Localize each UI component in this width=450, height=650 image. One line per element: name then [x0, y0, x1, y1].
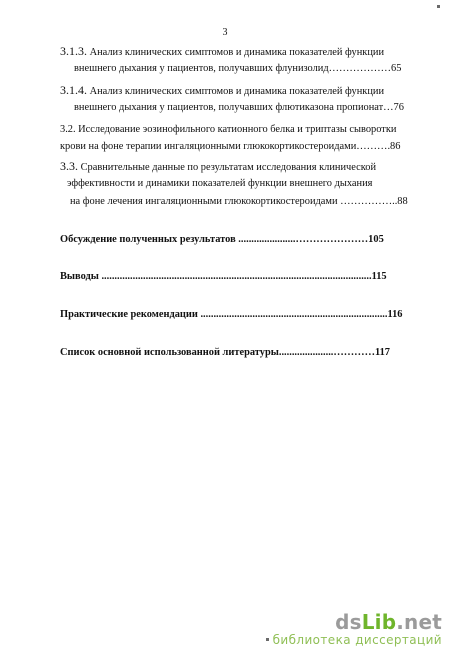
section-number: 3.1.3.	[60, 44, 87, 58]
watermark-subtitle: библиотека диссертаций	[272, 633, 442, 647]
toc-line: Список основной использованной литературы.....................…………117	[60, 347, 390, 358]
scan-mark	[266, 638, 269, 641]
toc-text: Анализ клинических симптомов и динамика показателей функции	[87, 86, 385, 97]
toc-line	[60, 45, 384, 59]
toc-line: Практические рекомендации ........................................................................116	[60, 309, 403, 320]
toc-line	[60, 84, 384, 98]
toc-line	[60, 160, 376, 174]
toc-line: эффективности и динамики показателей функции внешнего дыхания	[67, 178, 373, 189]
section-number: 3.3.	[60, 159, 78, 173]
toc-text: Сравнительные данные по результатам исследования клинической	[78, 162, 377, 173]
toc-text: Анализ клинических симптомов и динамика показателей функции	[87, 47, 385, 58]
toc-line: Обсуждение полученных результатов ......................…………………105	[60, 234, 384, 245]
toc-line: Выводы ........................................................................................................115	[60, 271, 387, 282]
toc-line: 3.2. Исследование эозинофильного катионного белка и триптазы сыворотки	[60, 124, 397, 135]
scan-mark	[437, 5, 440, 8]
watermark-logo	[273, 611, 442, 647]
section-number: 3.1.4.	[60, 83, 87, 97]
toc-line: крови на фоне терапии ингаляционными глюкокортикостероидами……….86	[60, 141, 401, 152]
toc-line: на фоне лечения ингаляционными глюкокортикостероидами ……………..88	[70, 196, 408, 207]
toc-line: внешнего дыхания у пациентов, получавших флютиказона пропионат…76	[74, 102, 404, 113]
watermark-brand: dsLib.net	[335, 610, 442, 634]
page-number: 3	[222, 27, 228, 38]
toc-line: внешнего дыхания у пациентов, получавших флунизолид………………65	[74, 63, 402, 74]
